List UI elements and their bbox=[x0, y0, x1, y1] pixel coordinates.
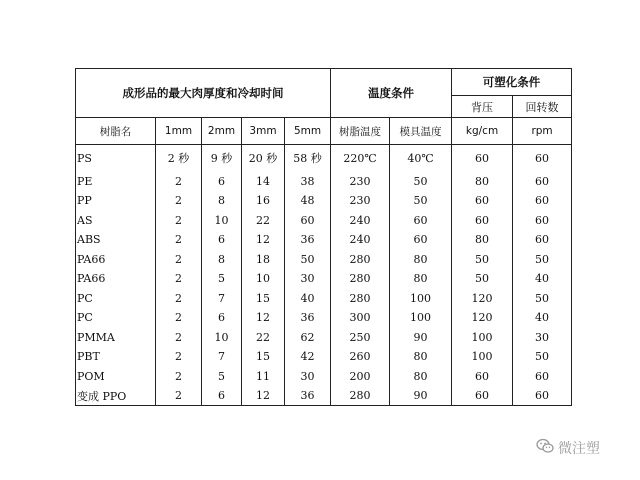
col-header-2mm: 2mm bbox=[202, 118, 242, 145]
table-row bbox=[76, 347, 572, 367]
value-cell: 60 bbox=[513, 191, 572, 211]
value-cell: 11 bbox=[242, 367, 285, 387]
value-cell: 40 bbox=[513, 308, 572, 328]
resin-name-cell: PE bbox=[76, 172, 156, 192]
value-cell: 90 bbox=[390, 386, 452, 406]
resin-name-cell: PA66 bbox=[76, 269, 156, 289]
value-cell: 7 bbox=[202, 347, 242, 367]
value-cell: 60 bbox=[452, 211, 513, 231]
value-cell: 80 bbox=[390, 269, 452, 289]
col-header-rpm: rpm bbox=[513, 118, 572, 145]
value-cell: 6 bbox=[202, 386, 242, 406]
value-cell: 10 bbox=[202, 328, 242, 348]
value-cell: 60 bbox=[513, 230, 572, 250]
value-cell: 15 bbox=[242, 347, 285, 367]
value-cell: 7 bbox=[202, 289, 242, 309]
value-cell: 10 bbox=[242, 269, 285, 289]
value-cell: 280 bbox=[331, 269, 390, 289]
value-cell: 2 bbox=[156, 347, 202, 367]
value-cell: 120 bbox=[452, 308, 513, 328]
value-cell: 280 bbox=[331, 250, 390, 270]
value-cell: 50 bbox=[513, 289, 572, 309]
table-row bbox=[76, 367, 572, 387]
value-cell: 60 bbox=[513, 145, 572, 172]
value-cell: 40 bbox=[513, 269, 572, 289]
value-cell: 20 秒 bbox=[242, 145, 285, 172]
value-cell: 8 bbox=[202, 191, 242, 211]
value-cell: 60 bbox=[513, 211, 572, 231]
value-cell: 230 bbox=[331, 172, 390, 192]
value-cell: 200 bbox=[331, 367, 390, 387]
value-cell: 2 bbox=[156, 191, 202, 211]
value-cell: 80 bbox=[390, 250, 452, 270]
value-cell: 60 bbox=[390, 230, 452, 250]
table-row bbox=[76, 250, 572, 270]
resin-name-cell: AS bbox=[76, 211, 156, 231]
value-cell: 30 bbox=[513, 328, 572, 348]
resin-name-cell: PA66 bbox=[76, 250, 156, 270]
value-cell: 50 bbox=[513, 347, 572, 367]
header-group-temperature: 温度条件 bbox=[331, 69, 452, 118]
value-cell: 8 bbox=[202, 250, 242, 270]
value-cell: 80 bbox=[452, 172, 513, 192]
value-cell: 6 bbox=[202, 172, 242, 192]
value-cell: 50 bbox=[390, 191, 452, 211]
header-group-plasticizing: 可塑化条件 bbox=[452, 69, 572, 96]
value-cell: 62 bbox=[285, 328, 331, 348]
value-cell: 80 bbox=[390, 347, 452, 367]
table-row bbox=[76, 145, 572, 172]
table-row bbox=[76, 172, 572, 192]
value-cell: 42 bbox=[285, 347, 331, 367]
value-cell: 2 bbox=[156, 289, 202, 309]
value-cell: 60 bbox=[390, 211, 452, 231]
value-cell: 40℃ bbox=[390, 145, 452, 172]
value-cell: 300 bbox=[331, 308, 390, 328]
value-cell: 100 bbox=[452, 347, 513, 367]
header-row-groups bbox=[76, 69, 572, 96]
value-cell: 2 bbox=[156, 386, 202, 406]
value-cell: 280 bbox=[331, 289, 390, 309]
value-cell: 120 bbox=[452, 289, 513, 309]
value-cell: 2 bbox=[156, 328, 202, 348]
table-row bbox=[76, 269, 572, 289]
value-cell: 30 bbox=[285, 269, 331, 289]
value-cell: 60 bbox=[513, 386, 572, 406]
value-cell: 5 bbox=[202, 269, 242, 289]
value-cell: 2 bbox=[156, 367, 202, 387]
value-cell: 38 bbox=[285, 172, 331, 192]
resin-name-cell: PBT bbox=[76, 347, 156, 367]
value-cell: 22 bbox=[242, 211, 285, 231]
value-cell: 50 bbox=[390, 172, 452, 192]
value-cell: 12 bbox=[242, 386, 285, 406]
value-cell: 2 秒 bbox=[156, 145, 202, 172]
value-cell: 60 bbox=[452, 367, 513, 387]
value-cell: 60 bbox=[452, 145, 513, 172]
value-cell: 6 bbox=[202, 308, 242, 328]
value-cell: 6 bbox=[202, 230, 242, 250]
col-header-kg-cm: kg/cm bbox=[452, 118, 513, 145]
resin-name-cell: POM bbox=[76, 367, 156, 387]
value-cell: 30 bbox=[285, 367, 331, 387]
resin-name-cell: ABS bbox=[76, 230, 156, 250]
value-cell: 2 bbox=[156, 172, 202, 192]
value-cell: 60 bbox=[513, 172, 572, 192]
resin-name-cell: PMMA bbox=[76, 328, 156, 348]
value-cell: 10 bbox=[202, 211, 242, 231]
value-cell: 2 bbox=[156, 308, 202, 328]
table-row bbox=[76, 308, 572, 328]
table-row bbox=[76, 211, 572, 231]
value-cell: 2 bbox=[156, 269, 202, 289]
value-cell: 240 bbox=[331, 211, 390, 231]
header-back-pressure: 背压 bbox=[452, 96, 513, 118]
value-cell: 9 秒 bbox=[202, 145, 242, 172]
table-row bbox=[76, 191, 572, 211]
value-cell: 15 bbox=[242, 289, 285, 309]
resin-name-cell: 变成 PPO bbox=[76, 386, 156, 406]
table-row bbox=[76, 230, 572, 250]
value-cell: 90 bbox=[390, 328, 452, 348]
value-cell: 18 bbox=[242, 250, 285, 270]
value-cell: 5 bbox=[202, 367, 242, 387]
value-cell: 100 bbox=[390, 308, 452, 328]
value-cell: 280 bbox=[331, 386, 390, 406]
value-cell: 40 bbox=[285, 289, 331, 309]
value-cell: 16 bbox=[242, 191, 285, 211]
value-cell: 100 bbox=[452, 328, 513, 348]
resin-name-cell: PC bbox=[76, 308, 156, 328]
value-cell: 36 bbox=[285, 230, 331, 250]
value-cell: 12 bbox=[242, 230, 285, 250]
value-cell: 50 bbox=[452, 250, 513, 270]
value-cell: 230 bbox=[331, 191, 390, 211]
value-cell: 80 bbox=[390, 367, 452, 387]
table-row bbox=[76, 386, 572, 406]
value-cell: 2 bbox=[156, 250, 202, 270]
table-row bbox=[76, 289, 572, 309]
watermark-text: 微注塑 bbox=[558, 441, 600, 457]
col-header-5mm: 5mm bbox=[285, 118, 331, 145]
value-cell: 260 bbox=[331, 347, 390, 367]
watermark bbox=[536, 438, 600, 458]
value-cell: 48 bbox=[285, 191, 331, 211]
value-cell: 2 bbox=[156, 230, 202, 250]
value-cell: 50 bbox=[513, 250, 572, 270]
col-header-3mm: 3mm bbox=[242, 118, 285, 145]
value-cell: 250 bbox=[331, 328, 390, 348]
col-header-1mm: 1mm bbox=[156, 118, 202, 145]
value-cell: 80 bbox=[452, 230, 513, 250]
resin-molding-table bbox=[75, 68, 572, 406]
wechat-icon bbox=[536, 438, 554, 458]
col-header-mold-temp: 模具温度 bbox=[390, 118, 452, 145]
header-group-thickness: 成形品的最大肉厚度和冷却时间 bbox=[76, 69, 331, 118]
value-cell: 50 bbox=[285, 250, 331, 270]
value-cell: 100 bbox=[390, 289, 452, 309]
col-header-resin: 树脂名 bbox=[76, 118, 156, 145]
value-cell: 22 bbox=[242, 328, 285, 348]
value-cell: 60 bbox=[285, 211, 331, 231]
value-cell: 58 秒 bbox=[285, 145, 331, 172]
value-cell: 220℃ bbox=[331, 145, 390, 172]
resin-name-cell: PS bbox=[76, 145, 156, 172]
col-header-resin-temp: 树脂温度 bbox=[331, 118, 390, 145]
value-cell: 60 bbox=[513, 367, 572, 387]
value-cell: 60 bbox=[452, 191, 513, 211]
resin-name-cell: PC bbox=[76, 289, 156, 309]
value-cell: 36 bbox=[285, 308, 331, 328]
value-cell: 2 bbox=[156, 211, 202, 231]
value-cell: 50 bbox=[452, 269, 513, 289]
value-cell: 12 bbox=[242, 308, 285, 328]
table-row bbox=[76, 328, 572, 348]
value-cell: 14 bbox=[242, 172, 285, 192]
value-cell: 240 bbox=[331, 230, 390, 250]
value-cell: 60 bbox=[452, 386, 513, 406]
resin-name-cell: PP bbox=[76, 191, 156, 211]
value-cell: 36 bbox=[285, 386, 331, 406]
header-row-columns bbox=[76, 118, 572, 145]
header-rotation-speed: 回转数 bbox=[513, 96, 572, 118]
